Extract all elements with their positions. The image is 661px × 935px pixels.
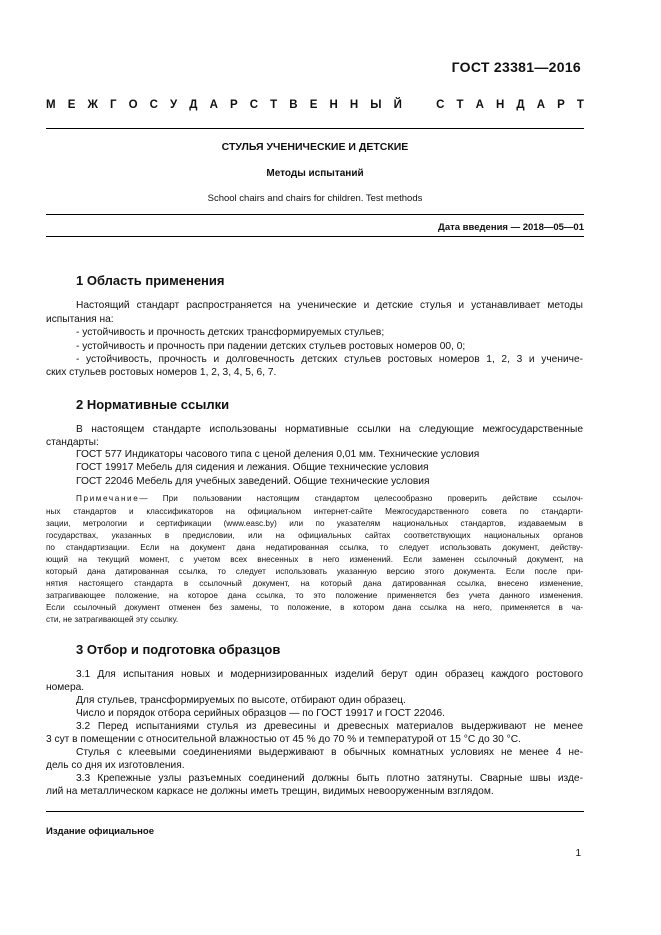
- note-line: по стандартизации. Если на документ дана недатированная ссылка, то следует использовать документ, действу-: [46, 543, 583, 552]
- section-3-line: 3.2 Перед испытаниями стулья из древесины и древесных материалов выдерживают не менее: [76, 721, 583, 732]
- standard-code: ГОСТ 23381—2016: [451, 59, 581, 75]
- section-3-line: дель со дня их изготовления.: [46, 760, 185, 771]
- note-line: зации, метрологии и сертификации (www.easc.by) или по указателям национальных стандартов, издаваемым в: [46, 519, 583, 528]
- header-rule: [46, 128, 584, 129]
- banner-word-gap: [414, 99, 424, 111]
- banner-letter: Т: [576, 99, 584, 111]
- note-line: который дана датированная ссылка, то следует использовать указанную версию этого документа. Если после при-: [46, 567, 583, 576]
- banner-letter: С: [249, 99, 259, 111]
- banner-letter: Й: [393, 99, 402, 111]
- section-3-line: 3.3 Крепежные узлы разъемных соединений должны быть плотно затянуты. Сварные швы изде-: [76, 773, 583, 784]
- section-3-heading: 3 Отбор и подготовка образцов: [76, 642, 281, 657]
- document-title-english: School chairs and chairs for children. Test methods: [207, 193, 423, 204]
- note-line: государствах, указанных в предисловии, или на официальных сайтах соответствующих национальных органов: [46, 531, 583, 540]
- note-text: — При пользовании настоящим стандартом целесообразно проверить действие ссылоч-: [139, 494, 583, 503]
- banner-letter: С: [149, 99, 158, 111]
- banner-letter: А: [209, 99, 218, 111]
- banner-letter: С: [436, 99, 445, 111]
- banner-letter: Н: [329, 99, 338, 111]
- section-3-line: номера.: [46, 682, 85, 693]
- page-number: 1: [575, 848, 581, 859]
- banner-letter: О: [128, 99, 138, 111]
- note-first-line: [76, 494, 583, 504]
- note-line: нятия настоящего стандарта в ссылочный документ, на который дана датированная ссылка, внесено изменение,: [46, 579, 583, 588]
- note-line: затрагивающее положение, на которое дана ссылка, то это положение применяется без учета данного изменения.: [46, 591, 583, 600]
- section-2-heading: 2 Нормативные ссылки: [76, 397, 230, 412]
- section-3-line: 3.1 Для испытания новых и модернизированных изделий берут один образец каждого ростового: [76, 669, 583, 680]
- banner-letter: Р: [557, 99, 565, 111]
- banner-letter: А: [475, 99, 484, 111]
- footer-rule: [46, 811, 584, 812]
- banner-letter: Н: [349, 99, 359, 111]
- reference-gost-22046: ГОСТ 22046 Мебель для учебных заведений. Общие технические условия: [76, 476, 430, 487]
- note-line: сти, не затрагивающей эту ссылку.: [46, 615, 179, 624]
- section-1-line: - устойчивость и прочность детских трансформируемых стульев;: [76, 327, 385, 338]
- section-1-line: испытания на:: [46, 314, 114, 325]
- banner-letter: Р: [229, 99, 238, 111]
- banner-letter: Д: [516, 99, 525, 111]
- section-1-line: - устойчивость, прочность и долговечность детских стульев ростовых номеров 1, 2, 3 и учениче-: [76, 354, 583, 365]
- section-2-line: стандарты:: [46, 437, 99, 448]
- banner-letter: А: [536, 99, 546, 111]
- note-line: ных стандартов и классификаторов на официальном интернет-сайте Межгосударственного совета по стандарти-: [46, 507, 583, 516]
- banner-letter: У: [170, 99, 178, 111]
- interstate-standard-banner: [46, 99, 584, 111]
- banner-letter: Г: [109, 99, 117, 111]
- section-1-heading: 1 Область применения: [76, 273, 225, 288]
- section-3-line: Стулья с клеевыми соединениями выдерживают в обычных комнатных условиях не менее 4 не-: [76, 747, 583, 758]
- banner-letter: Н: [496, 99, 505, 111]
- introduction-date: Дата введения — 2018—05—01: [438, 222, 584, 233]
- note-label: Примечание: [76, 494, 140, 503]
- banner-letter: Е: [67, 99, 76, 111]
- document-title: СТУЛЬЯ УЧЕНИЧЕСКИЕ И ДЕТСКИЕ: [221, 141, 409, 153]
- section-1-line: ских стульев ростовых номеров 1, 2, 3, 4, 5, 6, 7.: [46, 367, 277, 378]
- reference-gost-19917: ГОСТ 19917 Мебель для сидения и лежания. Общие технические условия: [76, 462, 429, 473]
- section-1-line: Настоящий стандарт распространяется на ученические и детские стулья и устанавливает методы: [76, 300, 583, 311]
- section-3-line: лий на металлическом каркасе не должны иметь трещин, видимых невооруженным взглядом.: [46, 786, 494, 797]
- note-line: ющий на текущий момент, с учетом всех внесенных в него изменений. Если заменен ссылочный документ, на: [46, 555, 583, 564]
- section-3-line: 3 сут в помещении с относительной влажностью от 45 % до 70 % и температурой от 15 °С до 30 °С.: [46, 734, 521, 745]
- banner-letter: Е: [309, 99, 318, 111]
- section-1-line: - устойчивость и прочность при падении детских стульев ростовых номеров 00, 0;: [76, 341, 466, 352]
- banner-letter: Т: [456, 99, 464, 111]
- document-subtitle: Методы испытаний: [266, 168, 364, 179]
- banner-letter: Ж: [87, 99, 98, 111]
- title-rule: [46, 214, 584, 215]
- section-2-line: В настоящем стандарте использованы нормативные ссылки на следующие межгосударственные: [76, 424, 583, 435]
- section-3-line: Число и порядок отбора серийных образцов — по ГОСТ 19917 и ГОСТ 22046.: [76, 708, 446, 719]
- banner-letter: В: [289, 99, 298, 111]
- banner-letter: Ы: [370, 99, 382, 111]
- note-line: Если ссылочный документ отменен без замены, то положение, в котором дана ссылка на него, применяется в ча-: [46, 603, 583, 612]
- banner-letter: М: [46, 99, 56, 111]
- reference-gost-577: ГОСТ 577 Индикаторы часового типа с ценой деления 0,01 мм. Технические условия: [76, 449, 480, 460]
- banner-letter: Д: [189, 99, 198, 111]
- banner-letter: Т: [270, 99, 278, 111]
- date-rule: [46, 236, 584, 237]
- official-edition-label: Издание официальное: [46, 826, 154, 837]
- section-3-line: Для стульев, трансформируемых по высоте, отбирают один образец.: [76, 695, 406, 706]
